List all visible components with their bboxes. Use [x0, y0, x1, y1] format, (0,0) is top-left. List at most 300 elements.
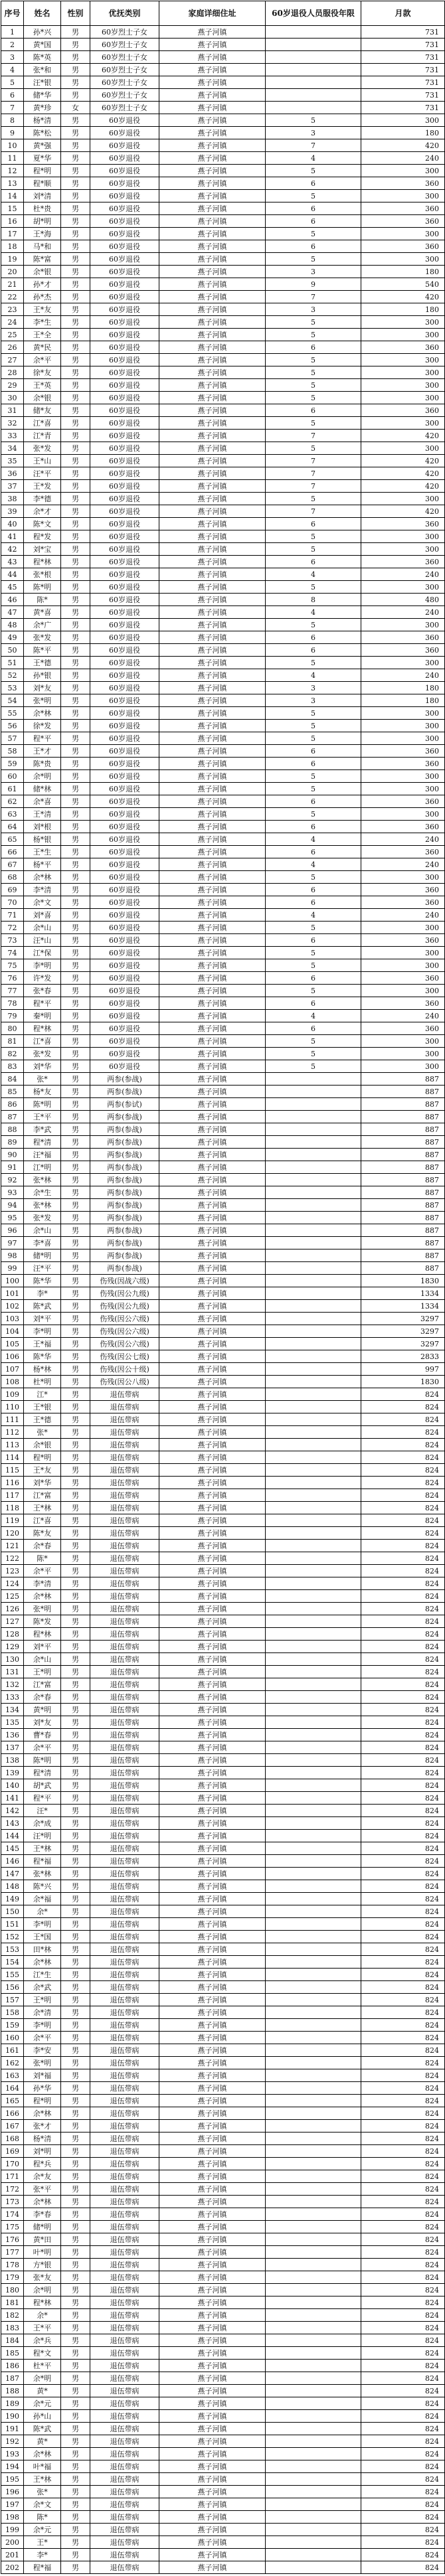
table-row [1, 745, 445, 758]
cell-category: 退伍带病 [90, 2561, 159, 2574]
cell-name: 王* [24, 2536, 61, 2549]
cell-gender: 男 [61, 2309, 90, 2322]
cell-index: 43 [1, 556, 24, 568]
cell-category: 两参(参战) [90, 1262, 159, 1275]
cell-gender: 男 [61, 1767, 90, 1779]
table-row [1, 2448, 445, 2460]
cell-monthly-amount: 3297 [361, 1338, 445, 1350]
cell-category: 伤残(因公八级) [90, 1376, 159, 1388]
cell-gender: 男 [61, 1199, 90, 1212]
cell-address: 燕子河镇 [159, 694, 266, 707]
cell-category: 60岁退役 [90, 291, 159, 303]
cell-name: 陈*华 [24, 1275, 61, 1287]
cell-name: 王*国 [24, 1931, 61, 1943]
cell-name: 夏*华 [24, 152, 61, 165]
cell-gender: 男 [61, 1842, 90, 1855]
cell-gender: 男 [61, 2536, 90, 2549]
table-row [1, 417, 445, 430]
cell-address: 燕子河镇 [159, 2372, 266, 2385]
cell-monthly-amount: 887 [361, 1174, 445, 1186]
cell-address: 燕子河镇 [159, 1641, 266, 1653]
cell-category: 60岁退役 [90, 922, 159, 934]
table-row [1, 1691, 445, 1704]
cell-name: 陈*发 [24, 1615, 61, 1628]
cell-gender: 男 [61, 1956, 90, 1969]
cell-address: 燕子河镇 [159, 1350, 266, 1363]
cell-index: 137 [1, 1741, 24, 1754]
cell-name: 王*生 [24, 846, 61, 858]
cell-index: 121 [1, 1540, 24, 1552]
cell-gender: 男 [61, 2221, 90, 2233]
cell-index: 168 [1, 2133, 24, 2145]
cell-monthly-amount: 420 [361, 139, 445, 152]
cell-monthly-amount: 300 [361, 619, 445, 631]
cell-monthly-amount: 824 [361, 1666, 445, 1678]
table-row [1, 972, 445, 985]
cell-service-years [266, 39, 361, 51]
cell-gender: 男 [61, 1716, 90, 1729]
cell-monthly-amount: 420 [361, 505, 445, 518]
cell-monthly-amount: 824 [361, 2069, 445, 2082]
cell-index: 39 [1, 505, 24, 518]
cell-monthly-amount: 731 [361, 76, 445, 89]
cell-name: 杜*贵 [24, 202, 61, 215]
cell-service-years: 5 [266, 253, 361, 266]
cell-category: 退伍带病 [90, 1477, 159, 1489]
cell-address: 燕子河镇 [159, 2334, 266, 2347]
cell-service-years: 6 [266, 896, 361, 909]
cell-address: 燕子河镇 [159, 2246, 266, 2259]
cell-index: 28 [1, 366, 24, 379]
cell-monthly-amount: 180 [361, 127, 445, 139]
cell-index: 153 [1, 1943, 24, 1956]
cell-category: 退伍带病 [90, 2372, 159, 2385]
cell-name: 余*林 [24, 2196, 61, 2208]
table-row [1, 1363, 445, 1376]
table-row [1, 581, 445, 594]
header-address: 家庭详细住址 [159, 1, 266, 26]
cell-category: 两参(参战) [90, 1174, 159, 1186]
cell-monthly-amount: 824 [361, 1905, 445, 1918]
cell-category: 60岁烈士子女 [90, 89, 159, 102]
cell-service-years [266, 1540, 361, 1552]
cell-index: 115 [1, 1464, 24, 1477]
table-row [1, 1641, 445, 1653]
cell-category: 退伍带病 [90, 1805, 159, 1817]
cell-service-years [266, 2486, 361, 2498]
cell-service-years [266, 1905, 361, 1918]
cell-index: 129 [1, 1641, 24, 1653]
cell-service-years: 6 [266, 556, 361, 568]
cell-category: 退伍带病 [90, 1464, 159, 1477]
cell-category: 两参(参战) [90, 1136, 159, 1149]
cell-index: 67 [1, 858, 24, 871]
cell-gender: 男 [61, 1779, 90, 1792]
cell-category: 60岁退役 [90, 455, 159, 467]
cell-index: 22 [1, 291, 24, 303]
cell-service-years [266, 1615, 361, 1628]
cell-category: 60岁退役 [90, 152, 159, 165]
cell-service-years [266, 1401, 361, 1413]
cell-index: 84 [1, 1073, 24, 1086]
cell-name: 汪* [24, 1805, 61, 1817]
cell-gender: 男 [61, 2322, 90, 2334]
cell-name: 孙*才 [24, 278, 61, 291]
cell-index: 12 [1, 165, 24, 177]
cell-name: 刘*明 [24, 2145, 61, 2158]
cell-service-years: 7 [266, 505, 361, 518]
cell-index: 103 [1, 1313, 24, 1325]
cell-address: 燕子河镇 [159, 215, 266, 228]
cell-name: 马*和 [24, 240, 61, 253]
cell-gender: 男 [61, 1502, 90, 1514]
cell-category: 退伍带病 [90, 2498, 159, 2511]
cell-name: 余*林 [24, 707, 61, 720]
table-row [1, 2019, 445, 2032]
cell-monthly-amount: 240 [361, 909, 445, 922]
cell-service-years [266, 1451, 361, 1464]
cell-monthly-amount: 887 [361, 1098, 445, 1111]
cell-gender: 男 [61, 1123, 90, 1136]
cell-monthly-amount: 824 [361, 1704, 445, 1716]
cell-name: 余*福 [24, 1893, 61, 1905]
cell-index: 113 [1, 1439, 24, 1451]
table-row [1, 833, 445, 846]
cell-address: 燕子河镇 [159, 2486, 266, 2498]
cell-category: 60岁退役 [90, 165, 159, 177]
cell-name: 江*喜 [24, 417, 61, 430]
cell-monthly-amount: 824 [361, 2019, 445, 2032]
cell-monthly-amount: 824 [361, 1590, 445, 1603]
cell-monthly-amount: 360 [361, 215, 445, 228]
cell-service-years [266, 2158, 361, 2170]
cell-address: 燕子河镇 [159, 871, 266, 884]
cell-address: 燕子河镇 [159, 1300, 266, 1313]
cell-gender: 男 [61, 278, 90, 291]
cell-address: 燕子河镇 [159, 139, 266, 152]
cell-gender: 男 [61, 76, 90, 89]
cell-address: 燕子河镇 [159, 657, 266, 669]
table-row [1, 1325, 445, 1338]
cell-index: 54 [1, 694, 24, 707]
table-row [1, 2095, 445, 2107]
table-row [1, 2385, 445, 2397]
table-row [1, 2524, 445, 2536]
cell-name: 余*山 [24, 1653, 61, 1666]
cell-index: 45 [1, 581, 24, 594]
cell-index: 164 [1, 2082, 24, 2095]
cell-name: 王*山 [24, 455, 61, 467]
cell-index: 102 [1, 1300, 24, 1313]
cell-category: 退伍带病 [90, 1565, 159, 1577]
cell-index: 20 [1, 266, 24, 278]
cell-name: 张*发 [24, 631, 61, 644]
cell-address: 燕子河镇 [159, 594, 266, 606]
cell-address: 燕子河镇 [159, 783, 266, 795]
cell-category: 60岁退役 [90, 1010, 159, 1022]
cell-service-years: 5 [266, 228, 361, 240]
cell-service-years [266, 1754, 361, 1767]
cell-service-years [266, 1893, 361, 1905]
table-row [1, 1439, 445, 1451]
cell-address: 燕子河镇 [159, 858, 266, 871]
cell-address: 燕子河镇 [159, 2561, 266, 2574]
cell-category: 退伍带病 [90, 2158, 159, 2170]
cell-index: 180 [1, 2284, 24, 2296]
cell-service-years: 5 [266, 543, 361, 556]
cell-service-years [266, 1249, 361, 1262]
cell-name: 程*文 [24, 2347, 61, 2360]
cell-category: 60岁退役 [90, 934, 159, 947]
cell-gender: 男 [61, 1754, 90, 1767]
cell-index: 69 [1, 884, 24, 896]
cell-address: 燕子河镇 [159, 1855, 266, 1868]
cell-address: 燕子河镇 [159, 1149, 266, 1161]
cell-category: 退伍带病 [90, 1439, 159, 1451]
table-row [1, 1868, 445, 1880]
cell-index: 144 [1, 1830, 24, 1842]
cell-name: 刘*华 [24, 1477, 61, 1489]
table-row [1, 594, 445, 606]
cell-monthly-amount: 300 [361, 985, 445, 997]
cell-index: 44 [1, 568, 24, 581]
table-row [1, 530, 445, 543]
cell-monthly-amount: 300 [361, 316, 445, 329]
cell-name: 张*发 [24, 1048, 61, 1060]
beneficiary-table [1, 1, 445, 2574]
cell-service-years: 5 [266, 190, 361, 202]
cell-category: 60岁退役 [90, 594, 159, 606]
cell-service-years: 5 [266, 493, 361, 505]
cell-category: 60岁退役 [90, 442, 159, 455]
cell-index: 199 [1, 2524, 24, 2536]
cell-monthly-amount: 240 [361, 858, 445, 871]
cell-address: 燕子河镇 [159, 2284, 266, 2296]
cell-address: 燕子河镇 [159, 1931, 266, 1943]
cell-gender: 男 [61, 1868, 90, 1880]
cell-index: 88 [1, 1123, 24, 1136]
cell-category: 伤残(因公七级) [90, 1350, 159, 1363]
cell-category: 退伍带病 [90, 2448, 159, 2460]
cell-name: 王*清 [24, 808, 61, 821]
cell-service-years [266, 1300, 361, 1313]
table-row [1, 2309, 445, 2322]
cell-category: 60岁退役 [90, 417, 159, 430]
cell-address: 燕子河镇 [159, 1817, 266, 1830]
cell-gender: 男 [61, 1249, 90, 1262]
cell-category: 退伍带病 [90, 1577, 159, 1590]
cell-monthly-amount: 240 [361, 1010, 445, 1022]
cell-service-years [266, 2284, 361, 2296]
cell-name: 王*英 [24, 379, 61, 392]
cell-monthly-amount: 300 [361, 959, 445, 972]
cell-index: 86 [1, 1098, 24, 1111]
cell-address: 燕子河镇 [159, 39, 266, 51]
cell-service-years [266, 2296, 361, 2309]
cell-service-years [266, 1464, 361, 1477]
cell-monthly-amount: 360 [361, 240, 445, 253]
cell-category: 退伍带病 [90, 1830, 159, 1842]
cell-name: 余*生 [24, 1186, 61, 1199]
cell-index: 70 [1, 896, 24, 909]
cell-category: 退伍带病 [90, 1779, 159, 1792]
cell-monthly-amount: 480 [361, 594, 445, 606]
cell-index: 134 [1, 1704, 24, 1716]
table-row [1, 467, 445, 480]
cell-category: 60岁退役 [90, 707, 159, 720]
cell-gender: 男 [61, 253, 90, 266]
cell-name: 余*山 [24, 922, 61, 934]
cell-service-years: 5 [266, 947, 361, 959]
cell-name: 李*安 [24, 2044, 61, 2057]
table-row [1, 1111, 445, 1123]
cell-index: 190 [1, 2410, 24, 2423]
cell-service-years: 7 [266, 291, 361, 303]
cell-name: 程*平 [24, 1792, 61, 1805]
cell-service-years [266, 1956, 361, 1969]
cell-index: 1 [1, 26, 24, 39]
cell-gender: 男 [61, 1678, 90, 1691]
cell-name: 黄*喜 [24, 606, 61, 619]
cell-index: 128 [1, 1628, 24, 1641]
cell-index: 181 [1, 2296, 24, 2309]
cell-service-years [266, 1098, 361, 1111]
cell-service-years: 3 [266, 694, 361, 707]
cell-category: 60岁退役 [90, 909, 159, 922]
cell-service-years [266, 2511, 361, 2524]
cell-service-years: 6 [266, 795, 361, 808]
cell-index: 50 [1, 644, 24, 657]
cell-address: 燕子河镇 [159, 2271, 266, 2284]
table-row [1, 2082, 445, 2095]
table-row [1, 89, 445, 102]
cell-name: 孙*华 [24, 2082, 61, 2095]
cell-address: 燕子河镇 [159, 669, 266, 682]
cell-index: 73 [1, 934, 24, 947]
cell-name: 余*友 [24, 2170, 61, 2183]
cell-address: 燕子河镇 [159, 76, 266, 89]
cell-name: 张*明 [24, 1603, 61, 1615]
table-row [1, 1893, 445, 1905]
cell-address: 燕子河镇 [159, 404, 266, 417]
cell-gender: 男 [61, 959, 90, 972]
cell-name: 王*林 [24, 1502, 61, 1514]
cell-gender: 男 [61, 732, 90, 745]
cell-name: 汪*平 [24, 467, 61, 480]
cell-category: 伤残(因公六级) [90, 1325, 159, 1338]
table-row [1, 102, 445, 114]
cell-category: 两参(参战) [90, 1237, 159, 1249]
table-row [1, 1136, 445, 1149]
cell-service-years [266, 2145, 361, 2158]
cell-category: 60岁退役 [90, 543, 159, 556]
cell-category: 两参(参战) [90, 1224, 159, 1237]
cell-gender: 男 [61, 985, 90, 997]
cell-monthly-amount: 824 [361, 2271, 445, 2284]
cell-category: 60岁退役 [90, 619, 159, 631]
table-row [1, 190, 445, 202]
cell-gender: 男 [61, 2296, 90, 2309]
table-row [1, 1590, 445, 1603]
cell-index: 79 [1, 1010, 24, 1022]
cell-address: 燕子河镇 [159, 1779, 266, 1792]
table-row [1, 127, 445, 139]
table-row [1, 1981, 445, 1994]
cell-address: 燕子河镇 [159, 2322, 266, 2334]
table-row [1, 1287, 445, 1300]
cell-category: 退伍带病 [90, 2486, 159, 2498]
cell-name: 孙*山 [24, 2410, 61, 2423]
cell-address: 燕子河镇 [159, 2208, 266, 2221]
cell-index: 9 [1, 127, 24, 139]
cell-category: 退伍带病 [90, 2246, 159, 2259]
cell-name: 余*林 [24, 2107, 61, 2120]
cell-monthly-amount: 824 [361, 2460, 445, 2473]
cell-address: 燕子河镇 [159, 2498, 266, 2511]
cell-monthly-amount: 824 [361, 2296, 445, 2309]
cell-name: 李*明 [24, 1918, 61, 1931]
cell-index: 18 [1, 240, 24, 253]
cell-category: 退伍带病 [90, 2095, 159, 2107]
table-row [1, 1237, 445, 1249]
cell-monthly-amount: 824 [361, 1918, 445, 1931]
cell-category: 退伍带病 [90, 1842, 159, 1855]
cell-gender: 男 [61, 417, 90, 430]
cell-name: 程*林 [24, 556, 61, 568]
cell-gender: 男 [61, 2196, 90, 2208]
cell-monthly-amount: 300 [361, 417, 445, 430]
cell-address: 燕子河镇 [159, 1426, 266, 1439]
cell-category: 60岁退役 [90, 568, 159, 581]
cell-name: 黄*珍 [24, 102, 61, 114]
cell-monthly-amount: 824 [361, 2006, 445, 2019]
cell-address: 燕子河镇 [159, 1767, 266, 1779]
cell-category: 退伍带病 [90, 2397, 159, 2410]
cell-category: 两参(参战) [90, 1111, 159, 1123]
cell-name: 刘*清 [24, 190, 61, 202]
table-row [1, 228, 445, 240]
cell-index: 51 [1, 657, 24, 669]
cell-index: 97 [1, 1237, 24, 1249]
cell-service-years [266, 2233, 361, 2246]
table-row [1, 2145, 445, 2158]
cell-index: 155 [1, 1969, 24, 1981]
cell-category: 两参(参战) [90, 1123, 159, 1136]
cell-gender: 男 [61, 1401, 90, 1413]
cell-name: 刘*友 [24, 682, 61, 694]
table-row [1, 1212, 445, 1224]
cell-service-years: 5 [266, 985, 361, 997]
cell-gender: 男 [61, 2498, 90, 2511]
cell-name: 孙*兴 [24, 26, 61, 39]
cell-category: 60岁退役 [90, 354, 159, 366]
cell-gender: 男 [61, 165, 90, 177]
cell-service-years [266, 1325, 361, 1338]
cell-monthly-amount: 824 [361, 1502, 445, 1514]
cell-service-years: 5 [266, 1035, 361, 1048]
cell-name: 杨*林 [24, 1363, 61, 1376]
cell-name: 徐*发 [24, 720, 61, 732]
cell-gender: 男 [61, 1905, 90, 1918]
table-row [1, 1010, 445, 1022]
cell-address: 燕子河镇 [159, 177, 266, 190]
cell-gender: 男 [61, 1262, 90, 1275]
cell-service-years [266, 1805, 361, 1817]
cell-category: 退伍带病 [90, 1653, 159, 1666]
cell-gender: 男 [61, 1161, 90, 1174]
cell-address: 燕子河镇 [159, 2158, 266, 2170]
cell-name: 李*春 [24, 2208, 61, 2221]
